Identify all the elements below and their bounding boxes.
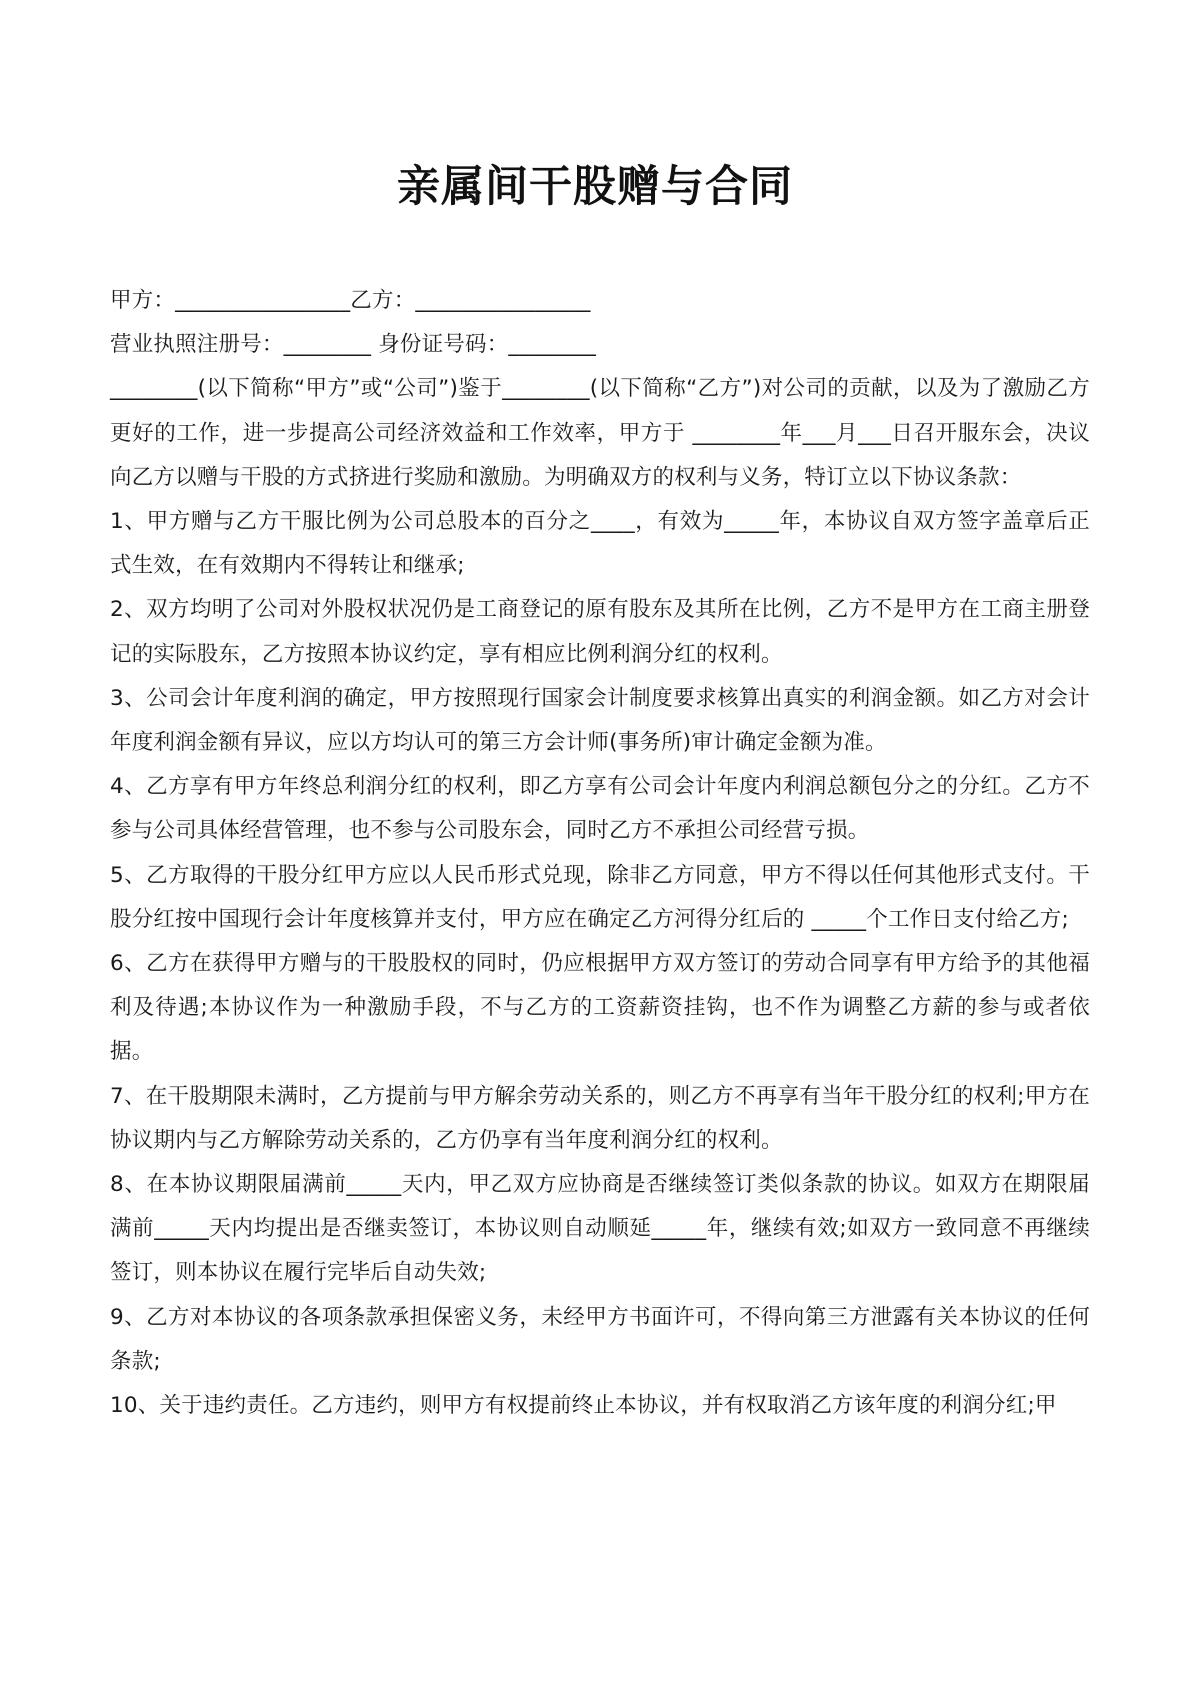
parties-line: 甲方：________________乙方：________________: [110, 288, 591, 313]
license-line: 营业执照注册号：________ 身份证号码：________: [110, 332, 597, 358]
preamble-paragraph: ________(以下简称“甲方”或“公司”)鉴于________(以下简称“乙方”)对公司的贡献，以及为了激励乙方更好的工作，进一步提高公司经济效益和工作效率，甲方于 ________年___月___日召开服东会，决议向乙方以赠与干股的方式挤进行奖励和激励。为明确双方的权利与义务，特订立以下协议条款：: [110, 376, 1090, 490]
document-body: [110, 279, 1090, 1428]
clause-5: 5、乙方取得的干股分红甲方应以人民币形式兑现，除非乙方同意，甲方不得以任何其他形式支付。干股分红按中国现行会计年度核算并支付，甲方应在确定乙方河得分红后的 _____个工作日支付给乙方;: [110, 862, 1090, 932]
clause-2: 2、双方均明了公司对外股权状况仍是工商登记的原有股东及其所在比例，乙方不是甲方在工商主册登记的实际股东，乙方按照本协议约定，享有相应比例利润分红的权利。: [110, 597, 1090, 667]
clause-7: 7、在干股期限未满时，乙方提前与甲方解余劳动关系的，则乙方不再享有当年干股分红的权利;甲方在协议期内与乙方解除劳动关系的，乙方仍享有当年度利润分红的权利。: [110, 1083, 1090, 1153]
clause-6: 6、乙方在获得甲方赠与的干股股权的同时，仍应根据甲方双方签订的劳动合同享有甲方给予的其他福利及待遇;本协议作为一种激励手段，不与乙方的工资薪资挂钩，也不作为调整乙方薪的参与或者依据。: [110, 951, 1090, 1065]
clause-8: 8、在本协议期限届满前_____天内，甲乙双方应协商是否继续签订类似条款的协议。如双方在期限届满前_____天内均提出是否继卖签订，本协议则自动顺延_____年，继续有效;如双方一致同意不再继续签订，则本协议在履行完毕后自动失效;: [110, 1172, 1090, 1286]
clause-3: 3、公司会计年度利润的确定，甲方按照现行国家会计制度要求核算出真实的利润金额。如乙方对会计年度利润金额有异议，应以方均认可的第三方会计师(事务所)审计确定金额为准。: [110, 685, 1090, 756]
clause-4: 4、乙方享有甲方年终总利润分红的权利，即乙方享有公司会计年度内利润总额包分之的分红。乙方不参与公司具体经营管理，也不参与公司股东会，同时乙方不承担公司经营亏损。: [110, 774, 1090, 844]
document-title: 亲属间干股赠与合同: [397, 162, 793, 212]
clause-10: 10、关于违约责任。乙方违约，则甲方有权提前终止本协议，并有权取消乙方该年度的利润分红;甲: [110, 1393, 1057, 1419]
clause-1: 1、甲方赠与乙方干服比例为公司总股本的百分之____，有效为_____年，本协议自双方签字盖章后正式生效，在有效期内不得转让和继承;: [110, 509, 1090, 579]
clause-9: 9、乙方对本协议的各项条款承担保密义务，未经甲方书面许可，不得向第三方泄露有关本协议的任何条款;: [110, 1304, 1090, 1374]
